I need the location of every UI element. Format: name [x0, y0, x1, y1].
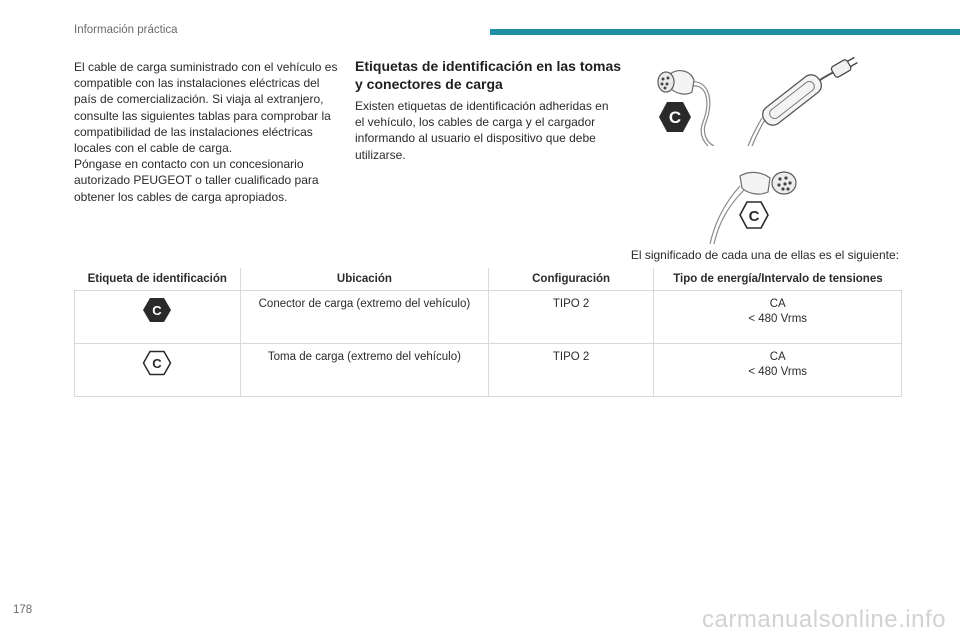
table-header-row	[75, 268, 902, 291]
label-letter-filled: C	[668, 108, 682, 127]
location-cell: Toma de carga (extremo del vehículo)	[240, 344, 488, 397]
header-accent-bar	[490, 29, 960, 35]
label-outline-icon	[142, 350, 172, 376]
header-location: Ubicación	[240, 268, 488, 291]
energy-cell	[654, 291, 902, 344]
header-energy: Tipo de energía/Intervalo de tensiones	[654, 268, 902, 291]
intro-paragraph-1: El cable de carga suministrado con el vehículo es compatible con las instalaciones eléctricas del país de comercialización. Si viaja al extranjero, consulte las siguientes tablas para comprobar la compatibilidad de las instalaciones eléctricas locales con el cable de carga.	[74, 60, 338, 156]
watermark: carmanualsonline.info	[702, 606, 946, 633]
charging-cable-plug-icon	[742, 56, 862, 148]
label-letter-outline: C	[748, 208, 760, 225]
charging-connector-icon	[648, 62, 740, 146]
meaning-text: El significado de cada una de ellas es el siguiente:	[630, 248, 899, 262]
energy-type: CA	[769, 351, 786, 363]
vehicle-inlet-icon	[700, 166, 810, 246]
section-heading: Etiquetas de identificación en las tomas y conectores de carga	[355, 58, 622, 92]
label-letter: C	[152, 356, 163, 371]
energy-type: CA	[769, 298, 786, 310]
energy-cell	[654, 344, 902, 397]
label-cell	[75, 291, 241, 344]
header-configuration: Configuración	[488, 268, 654, 291]
label-filled-icon	[142, 297, 172, 323]
header-label: Etiqueta de identificación	[75, 268, 241, 291]
configuration-cell: TIPO 2	[488, 344, 654, 397]
section-body: Existen etiquetas de identificación adheridas en el vehículo, los cables de carga y el cargador informando al usuario el dispositivo que debe utilizarse.	[355, 99, 609, 162]
label-cell	[75, 344, 241, 397]
voltage-range: < 480 Vrms	[748, 313, 808, 325]
label-letter: C	[152, 303, 163, 318]
intro-paragraph-2: Póngase en contacto con un concesionario autorizado PEUGEOT o taller cualificado para obtener los cables de carga apropiados.	[74, 157, 319, 204]
label-table	[74, 268, 902, 397]
configuration-cell: TIPO 2	[488, 291, 654, 344]
section-title: Información práctica	[74, 24, 178, 36]
table-row	[75, 344, 902, 397]
voltage-range: < 480 Vrms	[748, 366, 808, 378]
page-number: 178	[13, 604, 33, 616]
intro-text	[74, 59, 344, 205]
location-cell: Conector de carga (extremo del vehículo)	[240, 291, 488, 344]
table-row	[75, 291, 902, 344]
